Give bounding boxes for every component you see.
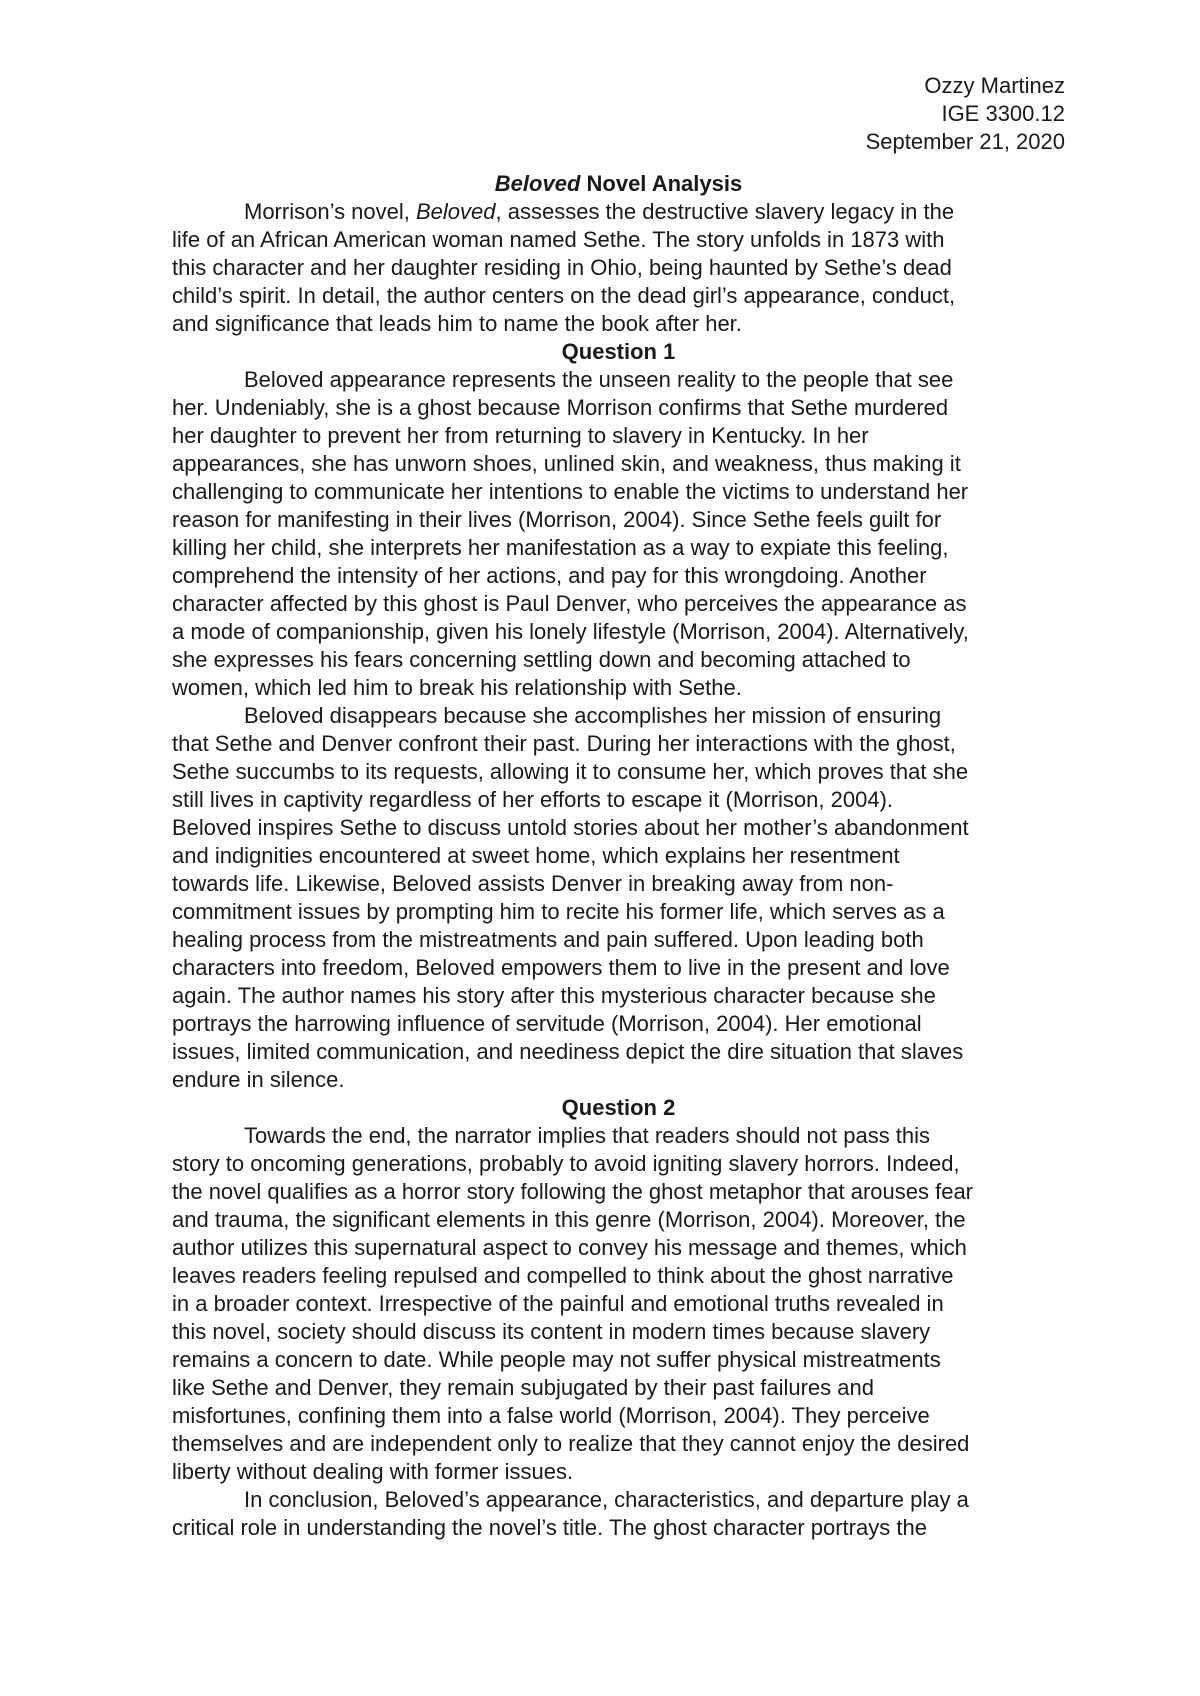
question-2-paragraph-1 — [172, 1122, 1065, 1486]
paragraph-line: and trauma, the significant elements in this genre (Morrison, 2004). Moreover, the — [172, 1207, 966, 1232]
question-2-paragraph-2 — [172, 1486, 1065, 1542]
paragraph-line: challenging to communicate her intentions to enable the victims to understand her — [172, 479, 969, 504]
question-1-heading: Question 1 — [561, 339, 676, 364]
paragraph-line: Sethe succumbs to its requests, allowing it to consume her, which proves that she — [172, 759, 969, 784]
paragraph-line: the novel qualifies as a horror story following the ghost metaphor that arouses fear — [172, 1179, 974, 1204]
intro-paragraph — [172, 198, 1065, 338]
header-block — [172, 72, 1065, 156]
paragraph-line: appearances, she has unworn shoes, unlined skin, and weakness, thus making it — [172, 451, 961, 476]
question-2-heading: Question 2 — [561, 1095, 676, 1120]
line-text: , assesses the destructive slavery legacy in the — [495, 199, 955, 224]
paragraph-line: Beloved appearance represents the unseen reality to the people that see — [244, 367, 954, 392]
paragraph-line: and significance that leads him to name the book after her. — [172, 311, 742, 336]
paragraph-line: reason for manifesting in their lives (Morrison, 2004). Since Sethe feels guilt for — [172, 507, 942, 532]
paragraph-line: portrays the harrowing influence of servitude (Morrison, 2004). Her emotional — [172, 1011, 922, 1036]
document-page — [172, 72, 1065, 1542]
paragraph-line: endure in silence. — [172, 1067, 345, 1092]
paragraph-line: women, which led him to break his relationship with Sethe. — [172, 675, 742, 700]
paragraph-line: leaves readers feeling repulsed and compelled to think about the ghost narrative — [172, 1263, 954, 1288]
title-italic: Beloved — [494, 171, 581, 196]
paragraph-line: again. The author names his story after this mysterious character because she — [172, 983, 936, 1008]
paragraph-line: towards life. Likewise, Beloved assists Denver in breaking away from non- — [172, 871, 894, 896]
paragraph-line: her. Undeniably, she is a ghost because Morrison confirms that Sethe murdered — [172, 395, 949, 420]
paragraph-line: and indignities encountered at sweet home, which explains her resentment — [172, 843, 900, 868]
line-text: Morrison’s novel, — [244, 199, 416, 224]
paragraph-line: commitment issues by prompting him to recite his former life, which serves as a — [172, 899, 945, 924]
paragraph-line: Beloved inspires Sethe to discuss untold stories about her mother’s abandonment — [172, 815, 969, 840]
paragraph-line: Towards the end, the narrator implies that readers should not pass this — [244, 1123, 931, 1148]
course-code: IGE 3300.12 — [941, 101, 1065, 126]
paragraph-line: killing her child, she interprets her manifestation as a way to expiate this feeling, — [172, 535, 949, 560]
title-rest: Novel Analysis — [580, 171, 743, 196]
paragraph-line: still lives in captivity regardless of her efforts to escape it (Morrison, 2004). — [172, 787, 894, 812]
question-1-paragraph-1 — [172, 366, 1065, 702]
paragraph-line: themselves and are independent only to realize that they cannot enjoy the desired — [172, 1431, 970, 1456]
paragraph-line: story to oncoming generations, probably to avoid igniting slavery horrors. Indeed, — [172, 1151, 960, 1176]
paragraph-line: healing process from the mistreatments and pain suffered. Upon leading both — [172, 927, 924, 952]
paragraph-line: in a broader context. Irrespective of the painful and emotional truths revealed in — [172, 1291, 944, 1316]
paragraph-line: life of an African American woman named Sethe. The story unfolds in 1873 with — [172, 227, 945, 252]
paragraph-line: critical role in understanding the novel’s title. The ghost character portrays the — [172, 1515, 927, 1540]
paragraph-line: like Sethe and Denver, they remain subjugated by their past failures and — [172, 1375, 874, 1400]
paragraph-line: misfortunes, confining them into a false world (Morrison, 2004). They perceive — [172, 1403, 930, 1428]
date: September 21, 2020 — [865, 129, 1065, 154]
paragraph-line: child’s spirit. In detail, the author centers on the dead girl’s appearance, conduct, — [172, 283, 956, 308]
paragraph-line: liberty without dealing with former issues. — [172, 1459, 574, 1484]
book-title-italic: Beloved — [416, 199, 496, 224]
paragraph-line: this novel, society should discuss its content in modern times because slavery — [172, 1319, 931, 1344]
paragraph-line: author utilizes this supernatural aspect to convey his message and themes, which — [172, 1235, 967, 1260]
paragraph-line: comprehend the intensity of her actions, and pay for this wrongdoing. Another — [172, 563, 927, 588]
paragraph-line: character affected by this ghost is Paul Denver, who perceives the appearance as — [172, 591, 967, 616]
paragraph-line: issues, limited communication, and neediness depict the dire situation that slaves — [172, 1039, 964, 1064]
author-name: Ozzy Martinez — [924, 73, 1065, 98]
paragraph-line: In conclusion, Beloved’s appearance, characteristics, and departure play a — [244, 1487, 969, 1512]
paragraph-line: Beloved disappears because she accomplishes her mission of ensuring — [244, 703, 942, 728]
paragraph-line: remains a concern to date. While people may not suffer physical mistreatments — [172, 1347, 941, 1372]
question-1-paragraph-2 — [172, 702, 1065, 1094]
paragraph-line: characters into freedom, Beloved empowers them to live in the present and love — [172, 955, 950, 980]
paragraph-line: that Sethe and Denver confront their past. During her interactions with the ghost, — [172, 731, 956, 756]
paragraph-line — [172, 198, 1065, 226]
paragraph-line: she expresses his fears concerning settling down and becoming attached to — [172, 647, 911, 672]
paragraph-line: her daughter to prevent her from returning to slavery in Kentucky. In her — [172, 423, 869, 448]
paragraph-line: a mode of companionship, given his lonely lifestyle (Morrison, 2004). Alternatively, — [172, 619, 969, 644]
paragraph-line: this character and her daughter residing in Ohio, being haunted by Sethe’s dead — [172, 255, 952, 280]
document-title — [172, 170, 1065, 198]
